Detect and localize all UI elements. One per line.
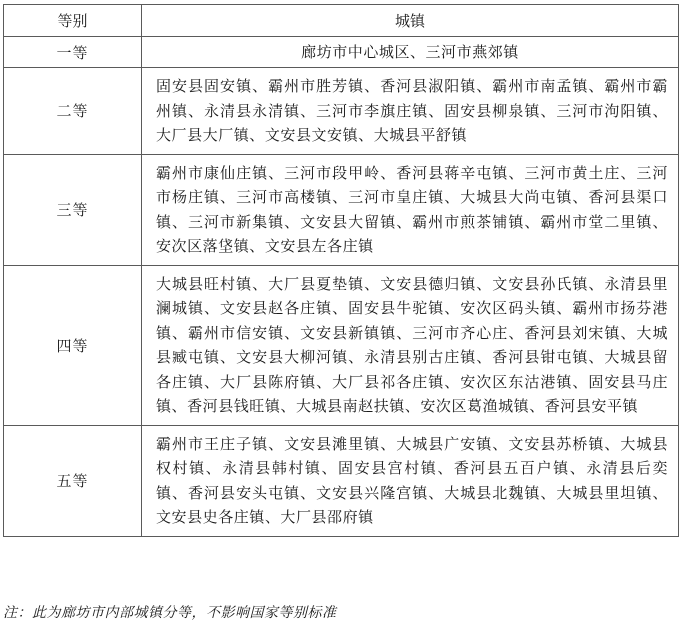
table-row-grade-1 xyxy=(4,37,679,68)
table-row-grade-2 xyxy=(4,68,679,155)
grade-label: 四等 xyxy=(4,265,142,425)
grade-label: 五等 xyxy=(4,425,142,536)
town-list: 霸州市康仙庄镇、三河市段甲岭、香河县蒋辛屯镇、三河市黄土庄、三河市杨庄镇、三河市高楼镇、三河市皇庄镇、大城县大尚屯镇、香河县渠口镇、三河市新集镇、文安县大留镇、霸州市煎茶铺镇、霸州市堂二里镇、安次区落垡镇、文安县左各庄镇 xyxy=(142,154,679,265)
table-row-grade-4 xyxy=(4,265,679,425)
header-towns: 城镇 xyxy=(142,5,679,37)
table-row-grade-3 xyxy=(4,154,679,265)
footnote: 注：此为廊坊市内部城镇分等，不影响国家等别标准 xyxy=(3,605,337,621)
header-grade: 等别 xyxy=(4,5,142,37)
town-list: 固安县固安镇、霸州市胜芳镇、香河县淑阳镇、霸州市南孟镇、霸州市霸州镇、永清县永清镇、三河市李旗庄镇、固安县柳泉镇、三河市泃阳镇、大厂县大厂镇、文安县文安镇、大城县平舒镇 xyxy=(142,68,679,155)
grade-label: 二等 xyxy=(4,68,142,155)
town-grade-table xyxy=(3,4,679,537)
town-list: 霸州市王庄子镇、文安县滩里镇、大城县广安镇、文安县苏桥镇、大城县权村镇、永清县韩村镇、固安县宫村镇、香河县五百户镇、永清县后奕镇、香河县安头屯镇、文安县兴隆宫镇、大城县北魏镇、大城县里坦镇、文安县史各庄镇、大厂县邵府镇 xyxy=(142,425,679,536)
table-header-row xyxy=(4,5,679,37)
grade-label: 一等 xyxy=(4,37,142,68)
table-row-grade-5 xyxy=(4,425,679,536)
grade-label: 三等 xyxy=(4,154,142,265)
town-list: 廊坊市中心城区、三河市燕郊镇 xyxy=(142,37,679,68)
town-list: 大城县旺村镇、大厂县夏垫镇、文安县德归镇、文安县孙氏镇、永清县里澜城镇、文安县赵各庄镇、固安县牛驼镇、安次区码头镇、霸州市扬芬港镇、霸州市信安镇、文安县新镇镇、三河市齐心庄、香河县刘宋镇、大城县臧屯镇、文安县大柳河镇、永清县别古庄镇、香河县钳屯镇、大城县留各庄镇、大厂县陈府镇、大厂县祁各庄镇、安次区东沽港镇、固安县马庄镇、香河县钱旺镇、大城县南赵扶镇、安次区葛渔城镇、香河县安平镇 xyxy=(142,265,679,425)
